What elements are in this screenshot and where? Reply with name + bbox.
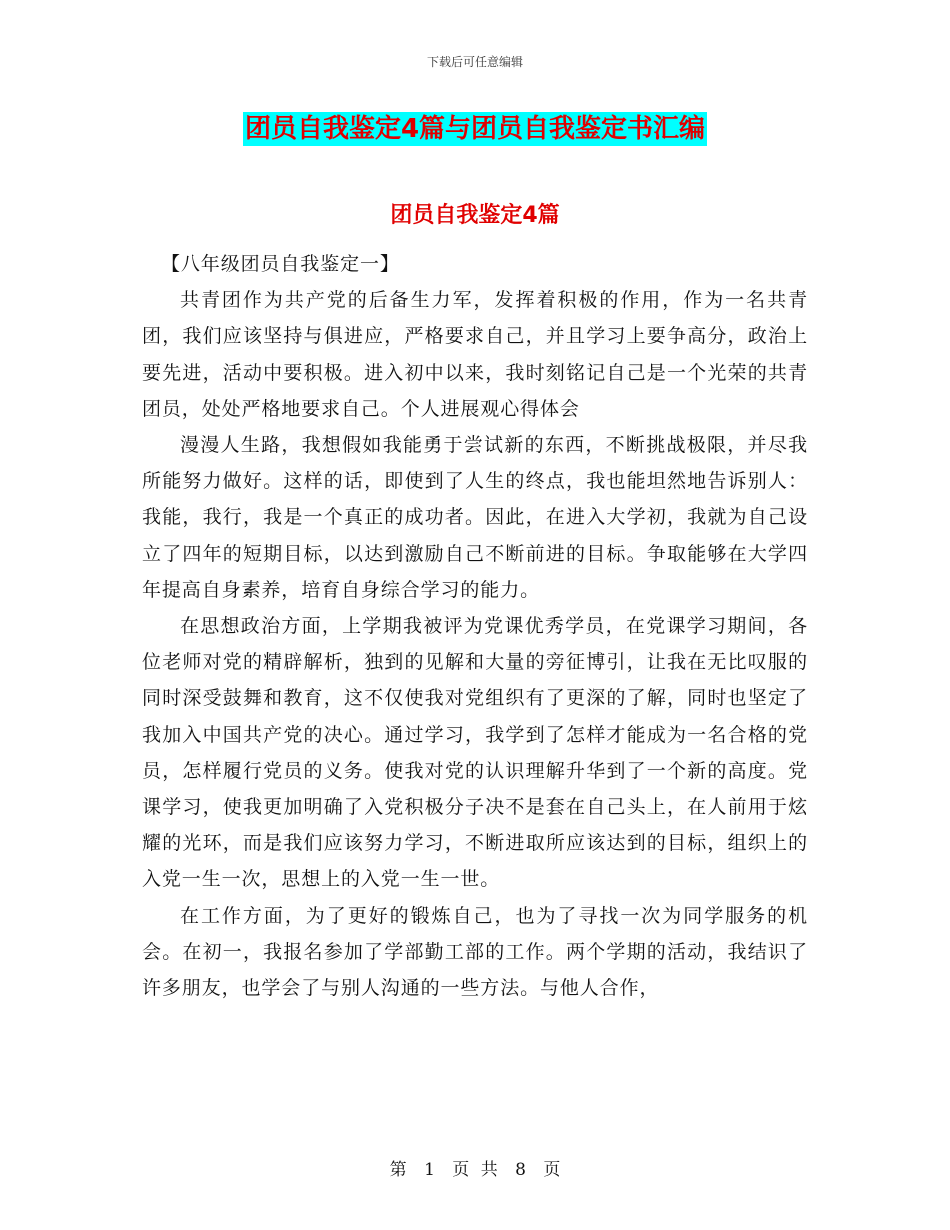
section-title: 团员自我鉴定4篇: [390, 203, 560, 228]
footer-total-pages: 8: [515, 1160, 526, 1180]
footer-suffix: 页: [543, 1160, 561, 1180]
footer-prefix: 第: [389, 1160, 407, 1180]
main-title-container: [0, 112, 950, 146]
document-main-title: 团员自我鉴定4篇与团员自我鉴定书汇编: [244, 114, 706, 144]
subheading: 【八年级团员自我鉴定一】: [161, 253, 400, 275]
document-body: [142, 246, 808, 1006]
footer-current-page: 1: [424, 1160, 435, 1180]
paragraph: 在思想政治方面，上学期我被评为党课优秀学员，在党课学习期间，各位老师对党的精辟解析，独到的见解和大量的旁征博引，让我在无比叹服的同时深受鼓舞和教育，这不仅使我对党组织有了更深的了解，同时也坚定了我加入中国共产党的决心。通过学习，我学到了怎样才能成为一名合格的党员，怎样履行党员的义务。使我对党的认识理解升华到了一个新的高度。党课学习，使我更加明确了入党积极分子决不是套在自己头上，在人前用于炫耀的光环，而是我们应该努力学习，不断进取所应该达到的目标，组织上的入党一生一次，思想上的入党一生一世。: [142, 615, 808, 891]
paragraph: 共青团作为共产党的后备生力军，发挥着积极的作用，作为一名共青团，我们应该坚持与俱进应，严格要求自己，并且学习上要争高分，政治上要先进，活动中要积极。进入初中以来，我时刻铭记自己是一个光荣的共青团员，处处严格地要求自己。个人进展观心得体会: [142, 289, 808, 420]
page-header-note: 下载后可任意编辑: [426, 55, 523, 69]
footer-middle: 页 共: [452, 1160, 498, 1180]
paragraph: 在工作方面，为了更好的锻炼自己，也为了寻找一次为同学服务的机会。在初一，我报名参加了学部勤工部的工作。两个学期的活动，我结识了许多朋友，也学会了与别人沟通的一些方法。与他人合作，: [142, 904, 808, 1000]
page-footer: [0, 1155, 950, 1180]
paragraph: 漫漫人生路，我想假如我能勇于尝试新的东西，不断挑战极限，并尽我所能努力做好。这样的话，即使到了人生的终点，我也能坦然地告诉别人：我能，我行，我是一个真正的成功者。因此，在进入大学初，我就为自己设立了四年的短期目标，以达到激励自己不断前进的目标。争取能够在大学四年提高自身素养，培育自身综合学习的能力。: [142, 434, 808, 601]
